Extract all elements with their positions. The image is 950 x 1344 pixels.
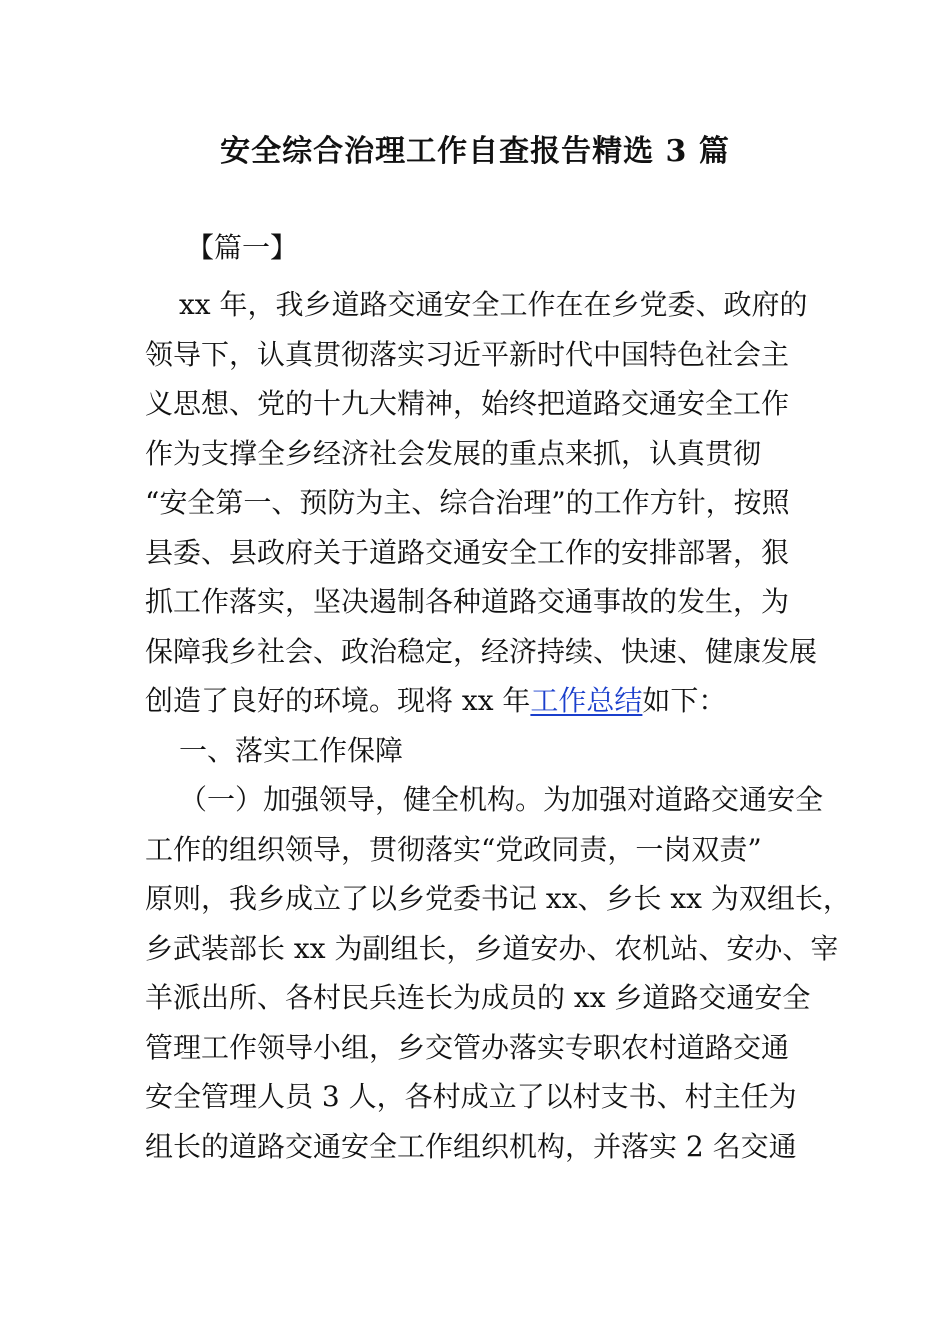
paragraph-line: 义思想、党的十九大精神，始终把道路交通安全工作 — [145, 387, 790, 420]
paragraph-line: 组长的道路交通安全工作组织机构，并落实 2 名交通 — [145, 1129, 797, 1163]
line-text: 如下： — [642, 684, 727, 717]
paragraph-line: 县委、县政府关于道路交通安全工作的安排部署，狠 — [145, 535, 790, 569]
paragraph-line: 原则，我乡成立了以乡党委书记 xx、乡长 xx 为双组长， — [145, 882, 851, 915]
paragraph-line: 乡武装部长 xx 为副组长，乡道安办、农机站、安办、宰 — [145, 931, 839, 965]
paragraph-line: xx 年，我乡道路交通安全工作在在乡党委、政府的 — [179, 288, 808, 321]
line-text: 创造了良好的环境。现将 xx 年 — [145, 684, 531, 717]
paragraph-line: 领导下，认真贯彻落实习近平新时代中国特色社会主 — [145, 337, 790, 371]
section-heading: 一、落实工作保障 — [179, 733, 404, 767]
page-title: 安全综合治理工作自查报告精选 3 篇 — [220, 134, 730, 169]
paragraph-line: 安全管理人员 3 人，各村成立了以村支书、村主任为 — [145, 1080, 797, 1113]
paragraph-line: “安全第一、预防为主、综合治理”的工作方针，按照 — [145, 486, 790, 519]
paragraph-line: 羊派出所、各村民兵连长为成员的 xx 乡道路交通安全 — [145, 981, 811, 1014]
paragraph-line: 管理工作领导小组，乡交管办落实专职农村道路交通 — [145, 1030, 790, 1064]
paragraph-line: 保障我乡社会、政治稳定，经济持续、快速、健康发展 — [145, 634, 818, 668]
paragraph-line: 作为支撑全乡经济社会发展的重点来抓，认真贯彻 — [145, 436, 762, 470]
section-tag: 【篇一】 — [186, 231, 299, 264]
work-summary-link[interactable]: 工作总结 — [530, 684, 643, 717]
paragraph-line: （一）加强领导，健全机构。为加强对道路交通安全 — [179, 783, 824, 816]
paragraph-line: 抓工作落实，坚决遏制各种道路交通事故的发生，为 — [145, 585, 790, 618]
document-body — [145, 280, 851, 1171]
paragraph-line — [145, 676, 835, 726]
paragraph-line: 工作的组织领导，贯彻落实“党政同责，一岗双责” — [145, 832, 762, 866]
